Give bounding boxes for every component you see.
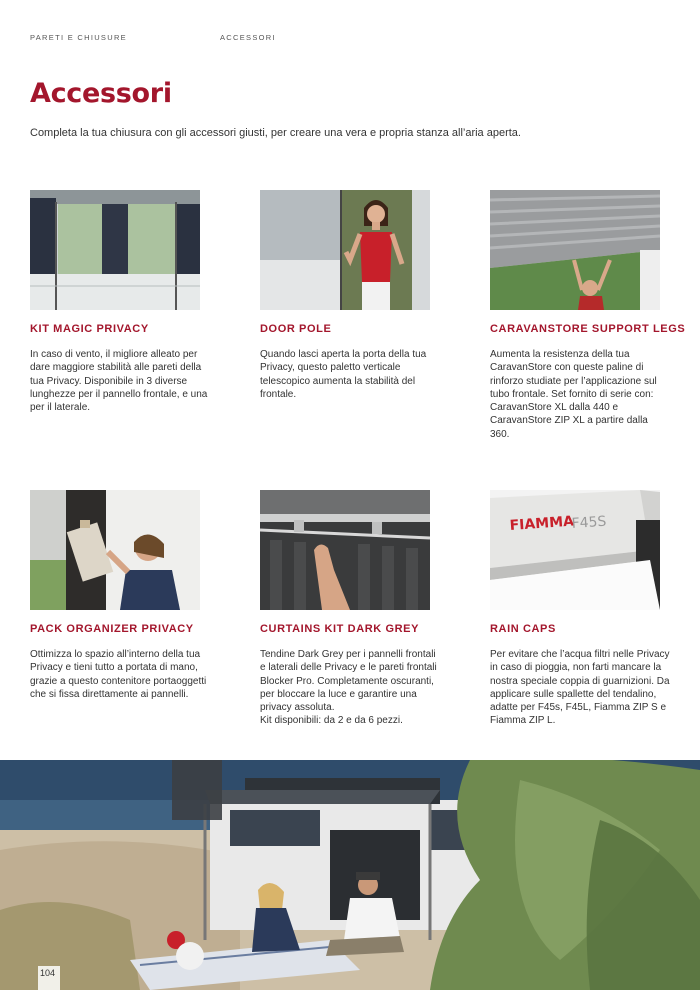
product-description [260, 648, 440, 728]
product-photo-kit-magic-privacy [30, 190, 200, 310]
product-title: KIT MAGIC PRIVACY [30, 323, 149, 335]
product-photo-pack-organizer-privacy [30, 490, 200, 610]
product-description: Aumenta la resistenza della tua CaravanStore con queste paline di rinforzo studiate per l’applicazione sul tubo frontale. Set fornito di serie con: CaravanStore XL dalla 440 e CaravanStore ZIP XL a partire dalla 360. [490, 349, 657, 440]
product-title: PACK ORGANIZER PRIVACY [30, 623, 194, 635]
product-curtains-kit-dark-grey [260, 490, 440, 728]
breadcrumb-section: PARETI E CHIUSURE [30, 33, 127, 42]
product-photo-curtains-kit-dark-grey [260, 490, 430, 610]
product-kit-magic-privacy [30, 190, 210, 414]
product-title: CARAVANSTORE SUPPORT LEGS [490, 323, 686, 335]
product-description: Quando lasci aperta la porta della tua Privacy, questo paletto verticale telescopico aumenta la stabilità del frontale. [260, 349, 427, 400]
product-photo-rain-caps [490, 490, 660, 610]
product-title: RAIN CAPS [490, 623, 556, 635]
page-title: Accessori [30, 78, 172, 109]
product-description: In caso di vento, il migliore alleato per dare maggiore stabilità alle pareti della tua Privacy. Disponibile in 3 diverse lunghezze per il pannello frontale, e una per il laterale. [30, 349, 208, 414]
product-description-text: Tendine Dark Grey per i pannelli frontali e laterali delle Privacy e le pareti frontali Blocker Pro. Completamente oscuranti, per bloccare la luce e garantire una privacy assoluta. [260, 649, 437, 714]
page-number: 104 [40, 968, 56, 978]
breadcrumb-page: ACCESSORI [220, 33, 276, 42]
intro-text: Completa la tua chiusura con gli accessori giusti, per creare una vera e propria stanza all’aria aperta. [30, 127, 521, 139]
product-photo-door-pole [260, 190, 430, 310]
beach-camper-photo [0, 760, 700, 990]
product-photo-caravanstore-support-legs [490, 190, 660, 310]
product-caravanstore-support-legs [490, 190, 686, 441]
product-kit-availability: Kit disponibili: da 2 e da 6 pezzi. [260, 715, 403, 727]
breadcrumb [30, 33, 276, 42]
awning-brand-text: FIAMMA [509, 513, 575, 534]
product-title: DOOR POLE [260, 323, 332, 335]
product-pack-organizer-privacy [30, 490, 210, 701]
product-description: Ottimizza lo spazio all’interno della tua Privacy e tieni tutto a portata di mano, grazie a questo contenitore portaoggetti che si fissa direttamente ai pannelli. [30, 649, 207, 700]
awning-model-text: F45S [571, 513, 607, 532]
product-door-pole [260, 190, 440, 401]
product-title: CURTAINS KIT DARK GREY [260, 623, 420, 635]
product-description: Per evitare che l’acqua filtri nelle Privacy in caso di pioggia, non farti mancare la nostra speciale coppia di guarnizioni. Da applicare sulle spallette del tendalino, adatte per F45s, F45L, Fiamma ZIP S e Fiamma ZIP L. [490, 649, 670, 727]
product-rain-caps [490, 490, 670, 728]
